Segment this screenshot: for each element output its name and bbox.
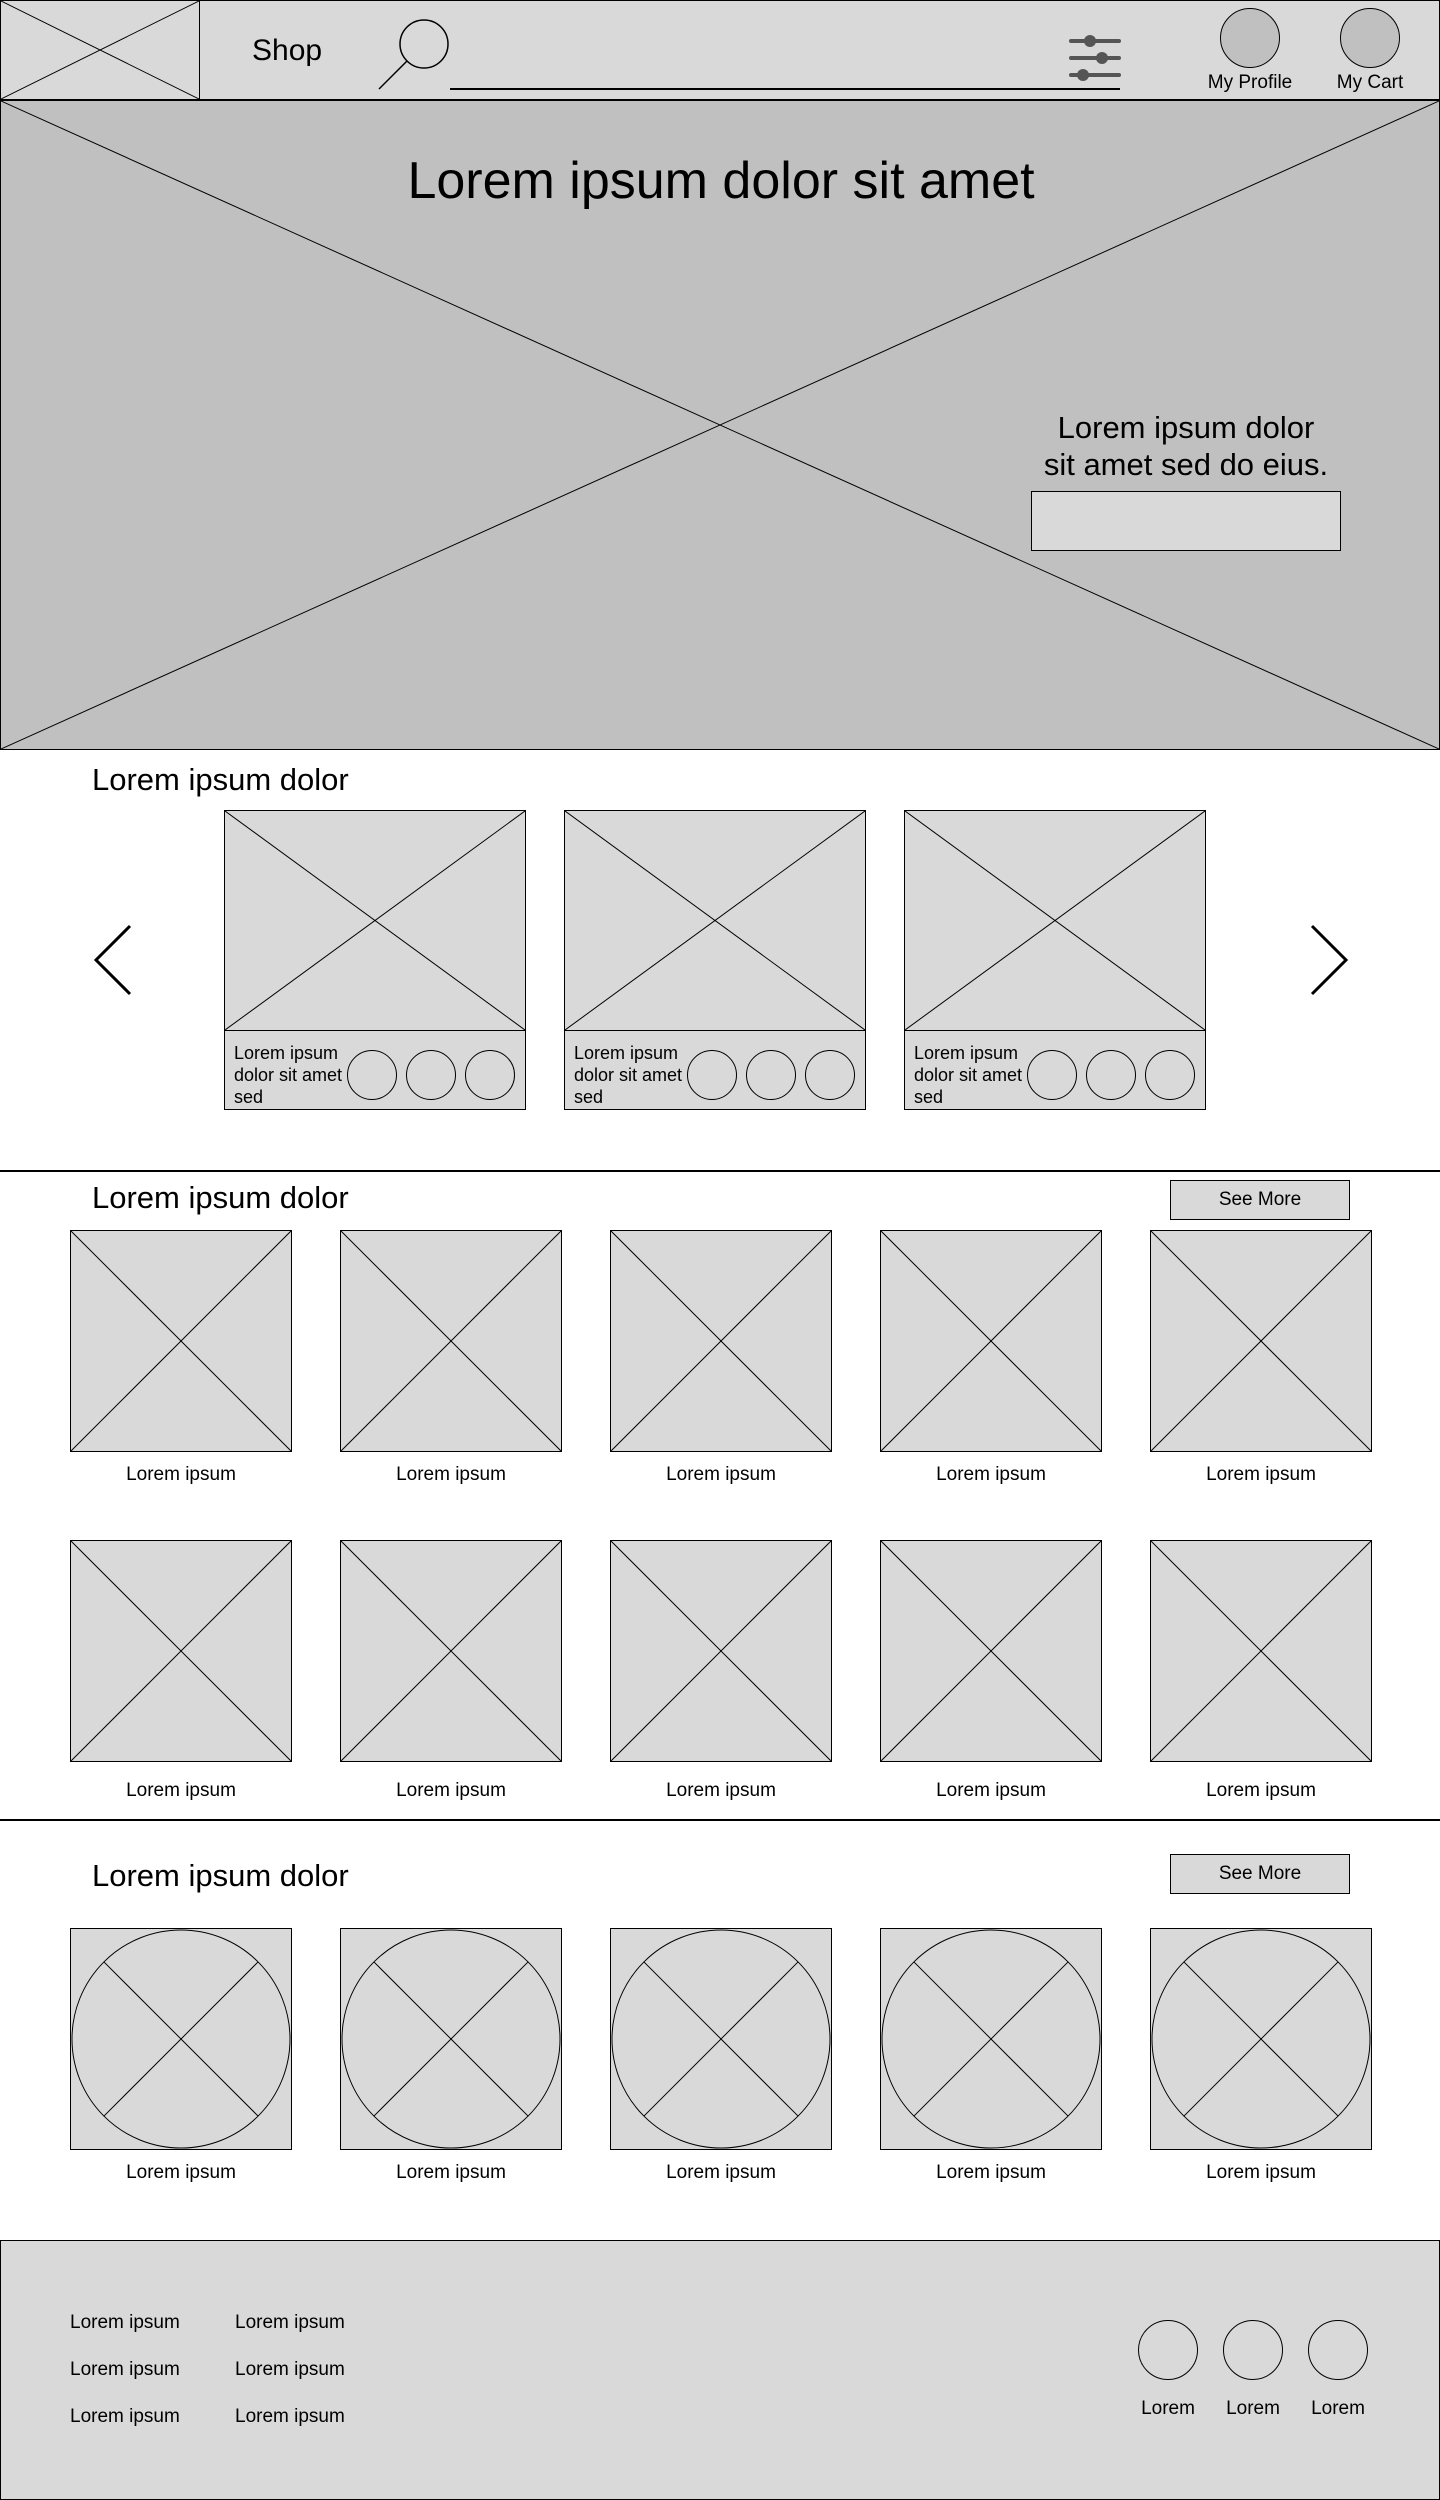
social-icon	[1223, 2320, 1283, 2380]
hero-banner	[0, 100, 1440, 750]
product-image-placeholder	[340, 1540, 562, 1762]
product-caption: Lorem ipsum	[126, 1780, 236, 1801]
product-image-placeholder	[1150, 1540, 1372, 1762]
product-tile[interactable]	[610, 1540, 832, 1802]
product-caption: Lorem ipsum	[666, 1464, 776, 1485]
product-image-placeholder	[610, 1540, 832, 1762]
product-image-placeholder	[70, 1540, 292, 1762]
card-option-dot[interactable]	[746, 1050, 796, 1100]
search-input[interactable]	[450, 30, 1050, 86]
my-cart-button[interactable]	[1320, 8, 1420, 98]
category-caption: Lorem ipsum	[396, 2162, 506, 2183]
categories-see-more-button[interactable]: See More	[1170, 1854, 1350, 1894]
footer-link[interactable]: Lorem ipsum	[70, 2359, 180, 2380]
card-option-dot[interactable]	[347, 1050, 397, 1100]
product-caption: Lorem ipsum	[126, 1464, 236, 1485]
category-tile[interactable]	[340, 1928, 562, 2184]
social-link[interactable]	[1133, 2320, 1203, 2420]
footer-link[interactable]: Lorem ipsum	[235, 2359, 345, 2380]
product-tile[interactable]	[880, 1540, 1102, 1802]
product-caption: Lorem ipsum	[936, 1464, 1046, 1485]
category-caption: Lorem ipsum	[126, 2162, 236, 2183]
search-icon[interactable]	[376, 18, 452, 92]
product-image-placeholder	[610, 1230, 832, 1452]
product-tile[interactable]	[70, 1230, 292, 1486]
product-tile[interactable]	[1150, 1230, 1372, 1486]
product-caption: Lorem ipsum	[396, 1464, 506, 1485]
card-option-dot[interactable]	[465, 1050, 515, 1100]
product-tile[interactable]	[610, 1230, 832, 1486]
cart-label: My Cart	[1336, 72, 1404, 93]
footer-link[interactable]: Lorem ipsum	[70, 2406, 180, 2427]
card-image-placeholder	[225, 811, 525, 1031]
category-tile[interactable]	[70, 1928, 292, 2184]
search-underline	[450, 88, 1120, 90]
section-divider	[0, 1819, 1440, 1821]
featured-card[interactable]	[564, 810, 866, 1110]
card-option-dot[interactable]	[687, 1050, 737, 1100]
category-image-placeholder	[1150, 1928, 1372, 2150]
product-tile[interactable]	[70, 1540, 292, 1802]
card-image-placeholder	[565, 811, 865, 1031]
product-tile[interactable]	[880, 1230, 1102, 1486]
social-label: Lorem	[1226, 2398, 1280, 2419]
card-option-dot[interactable]	[1086, 1050, 1136, 1100]
category-caption: Lorem ipsum	[1206, 2162, 1316, 2183]
product-image-placeholder	[70, 1230, 292, 1452]
category-tile[interactable]	[610, 1928, 832, 2184]
product-caption: Lorem ipsum	[936, 1780, 1046, 1801]
my-profile-button[interactable]	[1200, 8, 1300, 98]
product-caption: Lorem ipsum	[1206, 1464, 1316, 1485]
card-image-placeholder	[905, 811, 1205, 1031]
product-tile[interactable]	[340, 1230, 562, 1486]
logo-placeholder[interactable]	[0, 0, 200, 100]
category-image-placeholder	[340, 1928, 562, 2150]
product-caption: Lorem ipsum	[396, 1780, 506, 1801]
product-tile[interactable]	[340, 1540, 562, 1802]
categories-title: Lorem ipsum dolor	[92, 1858, 349, 1893]
category-image-placeholder	[880, 1928, 1102, 2150]
featured-card[interactable]	[224, 810, 526, 1110]
social-link[interactable]	[1218, 2320, 1288, 2420]
category-caption: Lorem ipsum	[666, 2162, 776, 2183]
product-tile[interactable]	[1150, 1540, 1372, 1802]
hero-subtitle-line1: Lorem ipsum dolor	[1057, 410, 1315, 445]
profile-avatar-icon	[1220, 8, 1280, 68]
hero-cta-button[interactable]	[1031, 491, 1341, 551]
card-option-dot[interactable]	[805, 1050, 855, 1100]
hero-title: Lorem ipsum dolor sit amet	[407, 152, 1035, 210]
social-icon	[1308, 2320, 1368, 2380]
social-label: Lorem	[1311, 2398, 1365, 2419]
category-tile[interactable]	[1150, 1928, 1372, 2184]
carousel-prev-arrow-icon[interactable]	[92, 922, 136, 998]
card-text: Lorem ipsum dolor sit amet sed	[574, 1043, 683, 1107]
card-text: Lorem ipsum dolor sit amet sed	[234, 1043, 343, 1107]
profile-label: My Profile	[1207, 72, 1293, 93]
cart-icon	[1340, 8, 1400, 68]
product-image-placeholder	[880, 1230, 1102, 1452]
hero-subtitle	[1011, 409, 1361, 483]
carousel-next-arrow-icon[interactable]	[1306, 922, 1350, 998]
shop-link[interactable]: Shop	[252, 34, 323, 67]
product-caption: Lorem ipsum	[666, 1780, 776, 1801]
card-text: Lorem ipsum dolor sit amet sed	[914, 1043, 1023, 1107]
social-label: Lorem	[1141, 2398, 1195, 2419]
category-image-placeholder	[70, 1928, 292, 2150]
category-image-placeholder	[610, 1928, 832, 2150]
featured-title: Lorem ipsum dolor	[92, 762, 349, 797]
footer-link[interactable]: Lorem ipsum	[235, 2312, 345, 2333]
card-option-dot[interactable]	[406, 1050, 456, 1100]
footer-link[interactable]: Lorem ipsum	[70, 2312, 180, 2333]
product-image-placeholder	[340, 1230, 562, 1452]
product-image-placeholder	[880, 1540, 1102, 1762]
products-see-more-button[interactable]: See More	[1170, 1180, 1350, 1220]
category-caption: Lorem ipsum	[936, 2162, 1046, 2183]
footer-link[interactable]: Lorem ipsum	[235, 2406, 345, 2427]
social-icon	[1138, 2320, 1198, 2380]
hero-subtitle-line2: sit amet sed do eius.	[1043, 447, 1329, 482]
products-title: Lorem ipsum dolor	[92, 1180, 349, 1215]
social-link[interactable]	[1303, 2320, 1373, 2420]
product-image-placeholder	[1150, 1230, 1372, 1452]
featured-card[interactable]	[904, 810, 1206, 1110]
filter-sliders-icon[interactable]	[1068, 32, 1122, 84]
category-tile[interactable]	[880, 1928, 1102, 2184]
card-option-dot[interactable]	[1027, 1050, 1077, 1100]
card-option-dot[interactable]	[1145, 1050, 1195, 1100]
product-caption: Lorem ipsum	[1206, 1780, 1316, 1801]
section-divider	[0, 1170, 1440, 1172]
